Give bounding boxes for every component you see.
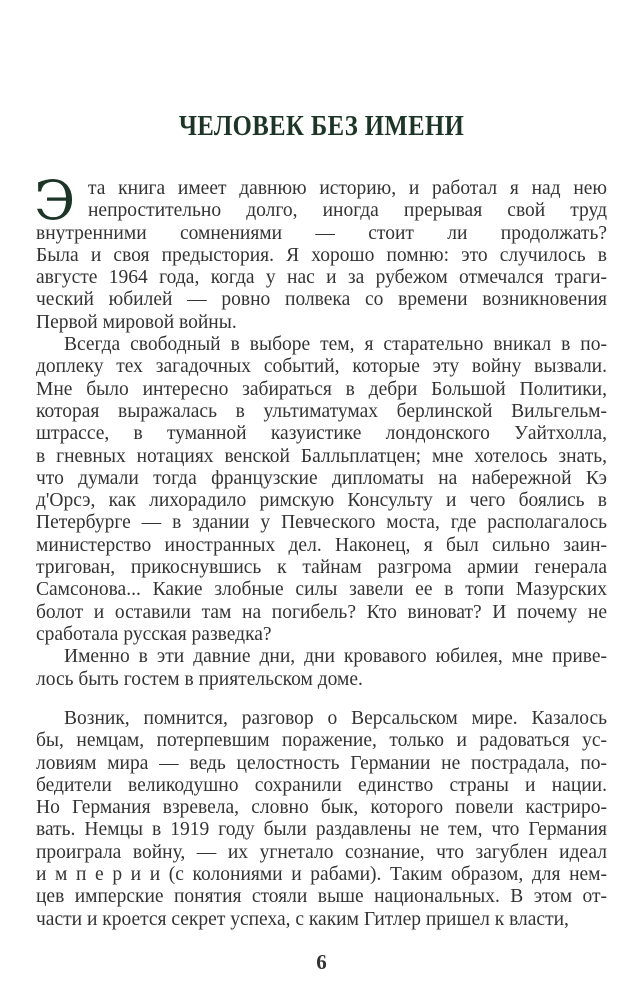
text-line: Мне было интересно забираться в дебри Большой Политики, bbox=[36, 378, 607, 400]
text-line: д'Орсэ, как лихорадило римскую Консульту и чего боялись в bbox=[36, 490, 607, 512]
text-line: ловиям мира — ведь целостность Германии не пострадала, по- bbox=[36, 752, 607, 774]
text-line: Самсонова... Какие злобные силы завели ее в топи Мазурских bbox=[36, 579, 607, 601]
text-line: вать. Немцы в 1919 году были раздавлены не тем, что Германия bbox=[36, 819, 607, 841]
text-line: доплеку тех загадочных событий, которые эту войну вызвали. bbox=[36, 356, 607, 378]
text-line: Возник, помнится, разговор о Версальском мире. Казалось bbox=[64, 708, 607, 729]
drop-cap: Э bbox=[34, 176, 76, 226]
paragraph bbox=[36, 334, 607, 646]
paragraph bbox=[36, 178, 607, 334]
text-line: лось быть гостем в приятельском доме. bbox=[36, 668, 363, 690]
text-line: сработала русская разведка? bbox=[36, 623, 272, 645]
text-line: Петербурге — в здании у Певческого моста, где располагалось bbox=[36, 512, 607, 534]
text-line: бедители великодушно сохранили единство страны и нации. bbox=[36, 774, 607, 796]
text-line: Всегда свободный в выборе тем, я старательно вникал в по- bbox=[64, 334, 607, 356]
chapter-title: ЧЕЛОВЕК БЕЗ ИМЕНИ bbox=[178, 110, 465, 142]
text-line: цев имперские понятия стояли выше национальных. В этом от- bbox=[36, 886, 607, 908]
text-block-2 bbox=[36, 708, 607, 931]
text-line: и м п е р и и (с колониями и рабами). Таким образом, для нем- bbox=[36, 864, 607, 886]
text-line: августе 1964 года, когда у нас и за рубежом отмечался траги- bbox=[36, 267, 607, 289]
text-line: в гневных нотациях венской Балльплатцен; мне хотелось знать, bbox=[36, 445, 607, 467]
text-line: тригован, прикоснувшись к тайнам разгрома армии генерала bbox=[36, 557, 607, 579]
text-line: Но Германия взревела, словно бык, которого повели кастриро- bbox=[36, 797, 607, 819]
text-line: штрассе, в туманной казуистике лондонского Уайтхолла, bbox=[36, 423, 607, 445]
text-line: Именно в эти давние дни, дни кровавого юбилея, мне приве- bbox=[64, 646, 607, 668]
text-line: что думали тогда французские дипломаты на набережной Кэ bbox=[36, 467, 607, 489]
text-line: непростительно долго, иногда прерывая свой труд bbox=[88, 200, 607, 222]
paragraph bbox=[36, 646, 607, 691]
text-line: Была и своя предыстория. Я хорошо помню: это случилось в bbox=[36, 244, 607, 266]
text-line: Первой мировой войны. bbox=[36, 311, 237, 333]
text-line: бы, немцам, потерпевшим поражение, только и радоваться ус- bbox=[36, 730, 607, 752]
text-line: ческий юбилей — ровно полвека со времени возникновения bbox=[36, 289, 607, 311]
text-line: болот и оставили там на погибель? Кто виноват? И почему не bbox=[36, 601, 607, 623]
text-line: та книга имеет давнюю историю, и работал я над нею bbox=[88, 178, 607, 199]
text-line: которая выражалась в ультиматумах берлинской Вильгельм- bbox=[36, 400, 607, 422]
text-line: проиграла войну, — их угнетало сознание, что загублен идеал bbox=[36, 841, 607, 863]
text-block-1 bbox=[36, 178, 607, 691]
paragraph bbox=[36, 708, 607, 931]
text-line: министерство иностранных дел. Наконец, я был сильно заин- bbox=[36, 534, 607, 556]
page-number: 6 bbox=[316, 950, 327, 974]
text-line: части и кроется секрет успеха, с каким Гитлер пришел к власти, bbox=[36, 908, 569, 930]
text-line: внутренними сомнениями — стоит ли продолжать? bbox=[36, 222, 607, 244]
